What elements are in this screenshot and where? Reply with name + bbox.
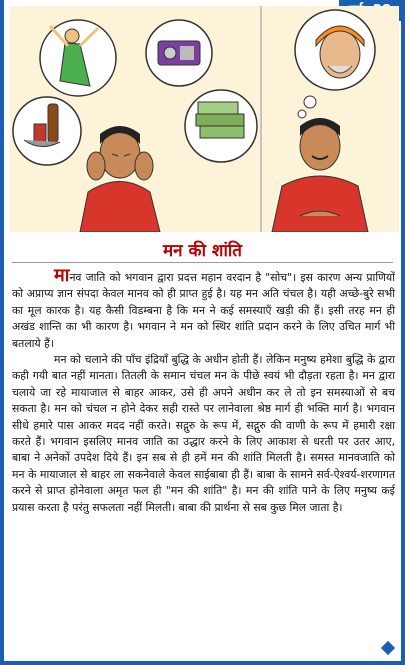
- article-title: मन की शांति: [163, 241, 242, 261]
- thought-bubble-radio-icon: [146, 20, 212, 86]
- thought-bubble-money-icon: [185, 90, 257, 162]
- paragraph-1-text: नव जाति को भगवान द्वारा प्रदत्त महान वरदान है "सोच"। इस कारण अन्य प्राणियों को अप्राप्य ज्ञान संपदा केवल मानव को ही प्राप्त हुई है। यह मन अति चंचल है। यही अच्छे-बुरे सभी का मूल कारक है। यह कैसी विडम्बना है कि मन ने कई समस्याएँ खड़ी की हैं। इसी तरह मन ही अखंड शान्ति का भी कारण है। भगवान ने मन को स्थिर शांति प्रदान करने के लिए उचित मार्ग भी बतलाये हैं।: [12, 271, 395, 350]
- title-divider: [12, 262, 393, 263]
- paragraph-2-text: मन को चलाने की पाँच इंद्रियाँ बुद्धि के अधीन होती हैं। लेकिन मनुष्य हमेशा बुद्धि के द्वारा कही गयी बात नहीं मानता। तितली के समान चंचल मन के पीछे स्वयं भी दौड़ता रहता है। मन द्वारा चलाये जा रहे मायाजाल से बाहर आकर, उसे ही अपने अधीन कर ले तो इन समस्याओं से बच सकता है। मन को चंचल न होने देकर सही रास्ते पर लानेवाला श्रेष्ठ मार्ग ही भक्ति मार्ग है। भगवान सीधे हमारे पास आकर मदद नहीं करते। सद्गुरु के रूप में, सद्गुरु की वाणी के रूप में हमारी रक्षा करते हैं। भगवान इसलिए मानव जाति का उद्धार करने के लिए आकाश से धरती पर उतर आए, बाबा ने अनेकों उपदेश दिये हैं। इन सब से ही हमें मन की शांति मिलती है। समस्त मानवजाति को मन के मायाजाल से बाहर ला सकनेवाले केवल साईबाबा ही हैं। बाबा के सामने सर्व-ऐश्वर्य-शरणागत करने से प्राप्त होनेवाला अमृत फल ही "मन की शांति" है। मन की शांति पाने के लिए मनुष्य कई प्रयास करता है परंतु सफलता नहीं मिलती। बाबा की प्रार्थना से सब कुछ मिल जाता है।: [12, 353, 395, 514]
- thought-bubble-bottles-icon: [13, 97, 81, 165]
- illustration: [10, 6, 399, 232]
- drop-cap: मा: [54, 265, 70, 286]
- thought-bubble-dancer-icon: [40, 20, 116, 96]
- paragraph-1: [12, 265, 395, 352]
- article-body: [12, 265, 395, 516]
- paragraph-2: [12, 352, 395, 516]
- corner-mark-icon: [381, 641, 395, 655]
